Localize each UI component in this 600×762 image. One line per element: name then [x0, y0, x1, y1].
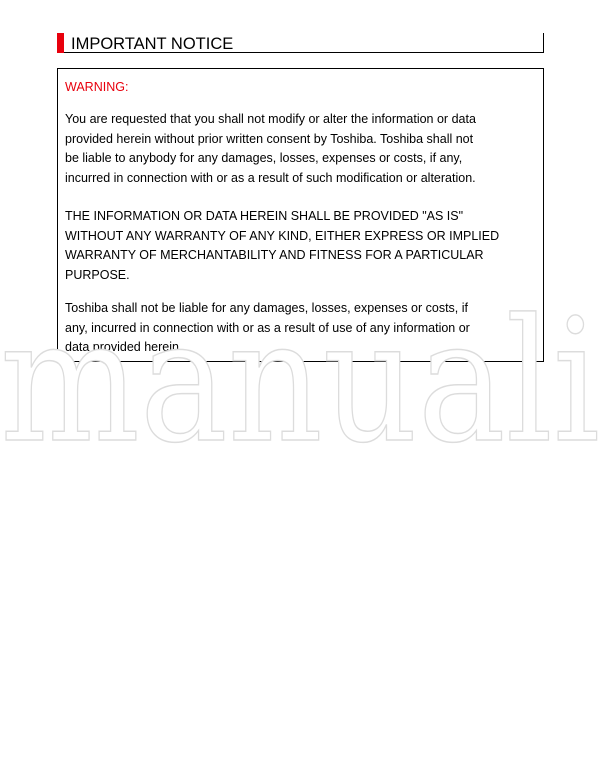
page-title: IMPORTANT NOTICE [71, 35, 234, 53]
liability-paragraph: Toshiba shall not be liable for any damages, losses, expenses or costs, if any, incurred in connection with or as a result of use of any information or data provided herein. [65, 301, 470, 354]
watermark-text: manuali [0, 300, 600, 460]
heading-accent-bar [57, 33, 64, 53]
modification-paragraph: You are requested that you shall not modify or alter the information or data provided herein without prior written consent by Toshiba. Toshiba shall not be liable to anybody for any damages, losses, expenses or costs, if any, incurred in connection with or as a result of such modification or alteration. [65, 112, 476, 185]
notice-heading [57, 33, 544, 53]
notice-box [57, 68, 544, 362]
warranty-disclaimer-paragraph: THE INFORMATION OR DATA HEREIN SHALL BE PROVIDED "AS IS" WITHOUT ANY WARRANTY OF ANY KIND, EITHER EXPRESS OR IMPLIED WARRANTY OF MERCHANTABILITY AND FITNESS FOR A PARTICULAR PURPOSE. [65, 209, 500, 282]
warning-label: WARNING: [65, 80, 129, 94]
